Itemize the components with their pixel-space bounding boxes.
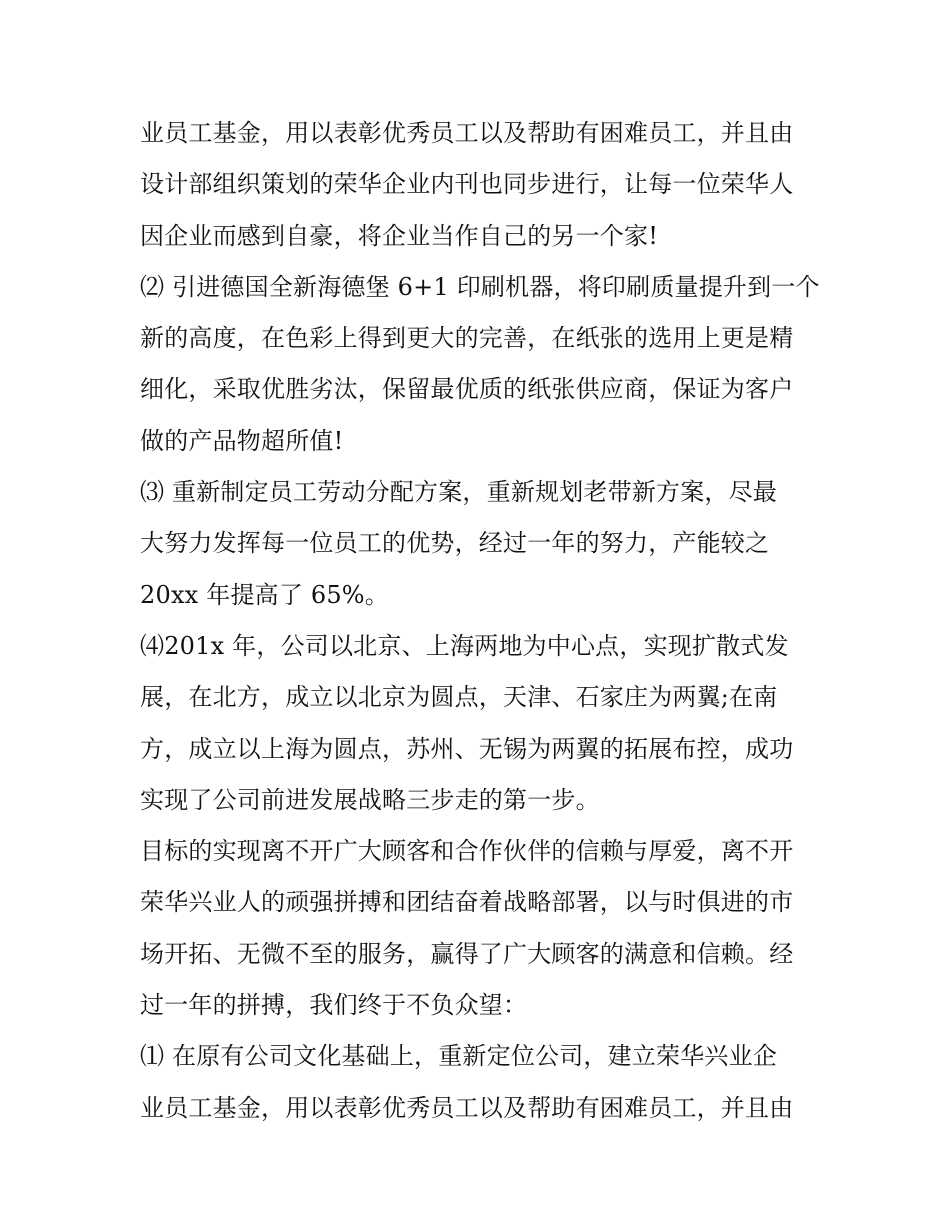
text-line: 新的高度，在色彩上得到更大的完善，在纸张的选用上更是精 — [140, 324, 794, 353]
text-line: 因企业而感到自豪，将企业当作自己的另一个家! — [140, 221, 659, 250]
text-line: 方，成立以上海为圆点，苏州、无锡为两翼的拓展布控，成功 — [140, 734, 794, 763]
document-body — [140, 108, 820, 1134]
text-line: 业员工基金，用以表彰优秀员工以及帮助有困难员工，并且由 — [140, 119, 794, 147]
text-line: ⑶ 重新制定员工劳动分配方案，重新规划老带新方案，尽最 — [140, 478, 778, 507]
text-line: 业员工基金，用以表彰优秀员工以及帮助有困难员工，并且由 — [140, 1093, 794, 1122]
text-line: 20xx 年提高了 65%。 — [140, 580, 390, 609]
text-line: 做的产品物超所值! — [140, 426, 344, 455]
text-line: 目标的实现离不开广大顾客和合作伙伴的信赖与厚爱，离不开 — [140, 837, 794, 866]
text-line: 细化，采取优胜劣汰，保留最优质的纸张供应商，保证为客户 — [140, 375, 794, 404]
text-line: 大努力发挥每一位员工的优势，经过一年的努力，产能较之 — [140, 529, 770, 558]
text-line: 荣华兴业人的顽强拼搏和团结奋着战略部署，以与时俱进的市 — [140, 888, 794, 917]
text-line: 实现了公司前进发展战略三步走的第一步。 — [140, 785, 600, 814]
text-line: ⑴ 在原有公司文化基础上，重新定位公司，建立荣华兴业企 — [140, 1042, 778, 1071]
text-line: ⑷201x 年，公司以北京、上海两地为中心点，实现扩散式发 — [140, 631, 789, 660]
text-line: ⑵ 引进德国全新海德堡 6+1 印刷机器，将印刷质量提升到一个 — [140, 272, 820, 301]
text-line: 过一年的拼搏，我们终于不负众望： — [140, 991, 528, 1020]
text-line: 展，在北方，成立以北京为圆点，天津、石家庄为两翼;在南 — [140, 683, 778, 712]
text-line: 设计部组织策划的荣华企业内刊也同步进行，让每一位荣华人 — [140, 170, 794, 199]
text-line: 场开拓、无微不至的服务，赢得了广大顾客的满意和信赖。经 — [140, 939, 794, 968]
